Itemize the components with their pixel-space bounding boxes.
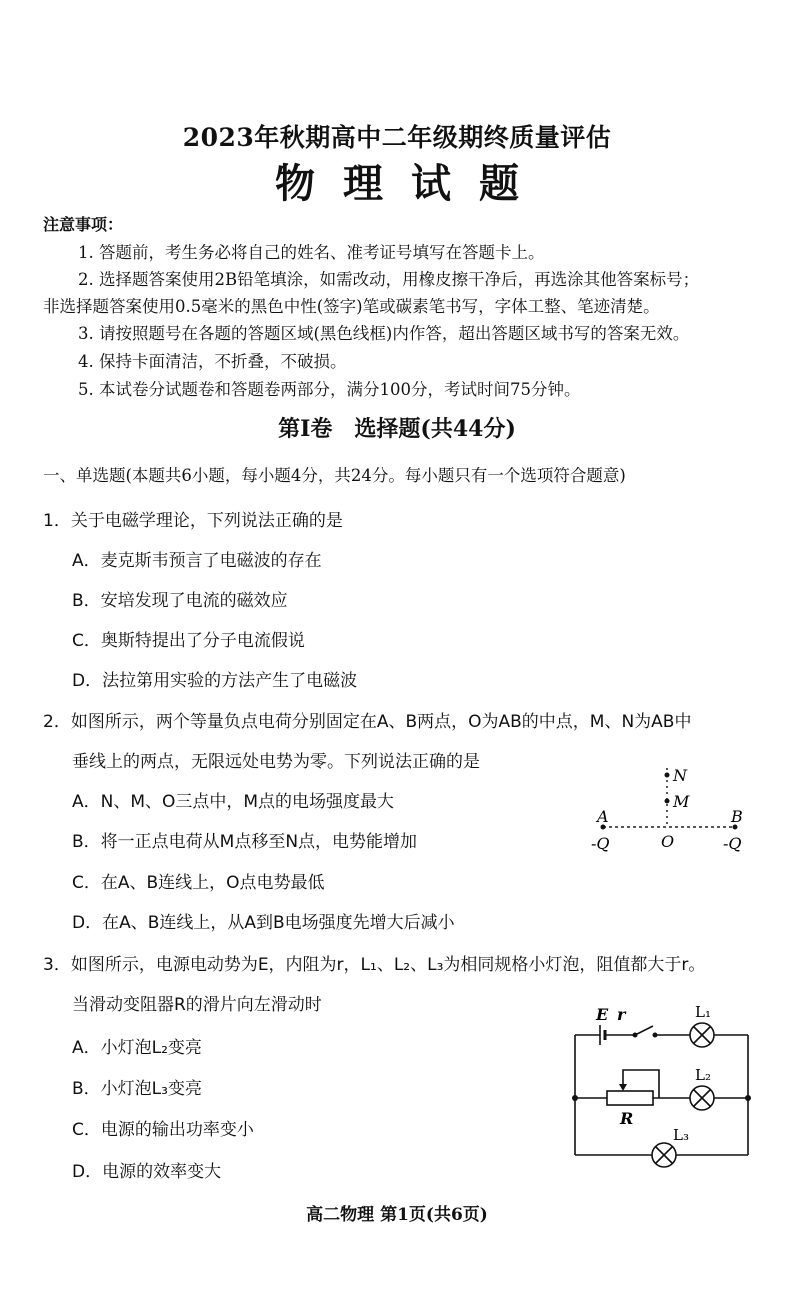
junction-left xyxy=(572,1095,578,1101)
question-1-option-b: B．安培发现了电流的磁效应 xyxy=(72,591,288,611)
notice-item-2-cont: 非选择题答案使用0.5毫米的黑色中性(签字)笔或碳素笔书写，字体工整、笔迹清楚。 xyxy=(43,297,660,316)
exam-title: 2023年秋期高中二年级期终质量评估 xyxy=(182,123,612,152)
notice-heading: 注意事项： xyxy=(43,215,124,234)
label-o: O xyxy=(661,832,675,851)
question-2-option-a: A．N、M、O三点中，M点的电场强度最大 xyxy=(72,792,395,812)
question-1-option-c: C．奥斯特提出了分子电流假说 xyxy=(72,631,305,651)
label-n: N xyxy=(673,766,687,785)
section-title: 第Ⅰ卷 选择题(共44分) xyxy=(278,416,516,442)
label-l1: L₁ xyxy=(695,1003,711,1021)
part-heading: 一、单选题(本题共6小题，每小题4分，共24分。每小题只有一个选项符合题意) xyxy=(43,466,626,485)
rheostat xyxy=(607,1091,653,1105)
notice-item-2: 2. 选择题答案使用2B铅笔填涂，如需改动，用橡皮擦干净后，再选涂其他答案标号； xyxy=(78,270,700,289)
label-charge-a: -Q xyxy=(591,834,610,853)
question-2-option-d: D．在A、B连线上，从A到B电场强度先增大后减小 xyxy=(72,913,455,933)
question-2-option-c: C．在A、B连线上，O点电势最低 xyxy=(72,873,325,893)
label-rheostat: R xyxy=(620,1109,634,1128)
notice-item-3: 3. 请按照题号在各题的答题区域(黑色线框)内作答，超出答题区域书写的答案无效。 xyxy=(78,324,690,343)
question-3-option-a: A．小灯泡L₂变亮 xyxy=(72,1038,202,1058)
question-1-stem: 1．关于电磁学理论，下列说法正确的是 xyxy=(43,511,343,531)
question-3-option-b: B．小灯泡L₃变亮 xyxy=(72,1079,202,1099)
question-2-option-b: B．将一正点电荷从M点移至N点，电势能增加 xyxy=(72,832,418,852)
label-m: M xyxy=(673,792,690,811)
slider-arrow xyxy=(619,1084,627,1091)
label-b: B xyxy=(731,807,743,826)
question-3-option-d: D．电源的效率变大 xyxy=(72,1162,222,1182)
charges-figure xyxy=(585,760,760,860)
label-internal-r: r xyxy=(617,1005,626,1024)
notice-item-4: 4. 保持卡面清洁，不折叠，不破损。 xyxy=(78,352,347,371)
question-2-stem: 2．如图所示，两个等量负点电荷分别固定在A、B两点，O为AB的中点，M、N为AB中 xyxy=(43,712,692,732)
page-footer: 高二物理 第1页(共6页) xyxy=(306,1205,488,1225)
circuit-figure xyxy=(565,1000,765,1170)
label-a: A xyxy=(597,807,609,826)
label-emf: E xyxy=(596,1005,609,1024)
question-2-stem-cont: 垂线上的两点，无限远处电势为零。下列说法正确的是 xyxy=(72,752,480,772)
question-3-stem: 3．如图所示，电源电动势为E，内阻为r，L₁、L₂、L₃为相同规格小灯泡，阻值都大于r。 xyxy=(43,955,706,975)
notice-item-5: 5. 本试卷分试题卷和答题卷两部分，满分100分，考试时间75分钟。 xyxy=(78,380,581,399)
question-1-option-a: A．麦克斯韦预言了电磁波的存在 xyxy=(72,551,322,571)
question-1-option-d: D．法拉第用实验的方法产生了电磁波 xyxy=(72,671,358,691)
label-l2: L₂ xyxy=(695,1066,711,1084)
question-3-stem-cont: 当滑动变阻器R的滑片向左滑动时 xyxy=(72,995,322,1015)
switch xyxy=(635,1026,653,1035)
label-l3: L₃ xyxy=(673,1126,689,1144)
point-n-dot xyxy=(665,773,670,778)
question-3-option-c: C．电源的输出功率变小 xyxy=(72,1120,254,1140)
point-m-dot xyxy=(665,799,670,804)
notice-item-1: 1. 答题前，考生务必将自己的姓名、准考证号填写在答题卡上。 xyxy=(78,243,545,262)
subject-title: 物理试题 xyxy=(275,160,547,207)
junction-right xyxy=(745,1095,751,1101)
label-charge-b: -Q xyxy=(723,834,742,853)
